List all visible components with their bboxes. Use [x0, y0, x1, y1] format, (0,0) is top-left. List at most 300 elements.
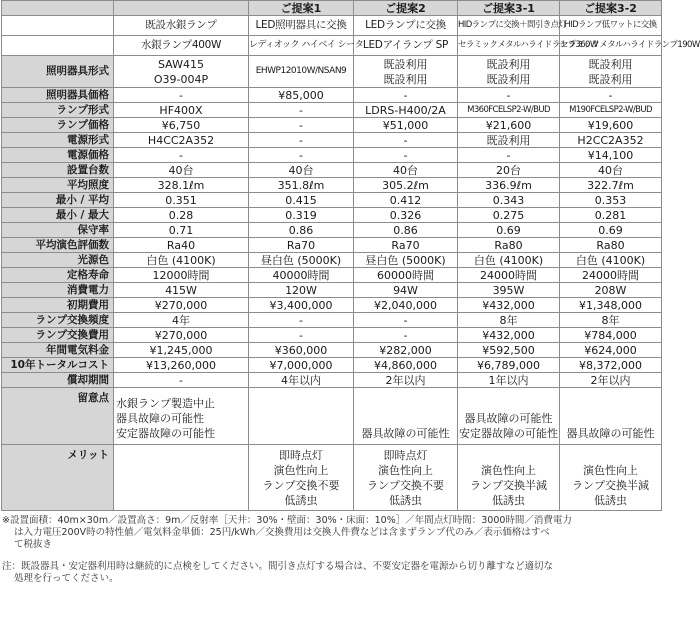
cell-line: 0.281	[594, 208, 627, 222]
cell-line: -	[179, 88, 183, 102]
cell-line: 低誘虫	[492, 494, 525, 507]
cell-line: 低誘虫	[389, 494, 422, 507]
table-row	[2, 268, 662, 283]
table-cell	[458, 283, 560, 298]
header-type-existing: 既設水銀ランプ	[114, 16, 249, 36]
cell-line: 白色 (4100K)	[575, 253, 646, 267]
cell-line: ¥624,000	[584, 343, 637, 357]
cell-line: -	[403, 133, 408, 147]
table-cell	[249, 133, 354, 148]
header-product-proposal2: LEDアイランプ SP	[354, 36, 458, 56]
table-row	[2, 103, 662, 118]
table-row	[2, 388, 662, 445]
cell-line: 器具故障の可能性	[361, 427, 450, 440]
table-cell	[249, 103, 354, 118]
cell-line: 既設利用	[383, 72, 428, 86]
cell-line: 0.353	[594, 193, 627, 207]
header-product-proposal1: レディオック ハイベイ シータ	[249, 36, 354, 56]
cell-line: 昼白色 (5000K)	[365, 253, 446, 267]
table-row	[2, 148, 662, 163]
table-cell	[114, 238, 249, 253]
row-label: 償却期間	[2, 373, 114, 388]
table-cell	[249, 445, 354, 511]
table-cell	[560, 208, 662, 223]
table-cell	[560, 163, 662, 178]
table-cell	[114, 133, 249, 148]
cell-line: -	[299, 313, 303, 327]
cell-line: -	[299, 118, 303, 132]
table-cell	[458, 178, 560, 193]
table-cell	[249, 193, 354, 208]
header-corner-3	[2, 36, 114, 56]
table-cell	[114, 223, 249, 238]
table-cell	[560, 223, 662, 238]
table-cell	[354, 298, 458, 313]
cell-line: 0.415	[285, 193, 317, 207]
table-cell	[560, 253, 662, 268]
cell-line: 0.71	[168, 223, 194, 237]
cell-line: 既設利用	[383, 57, 428, 71]
footnote-line-2: は入力電圧200V時の特性値／電気料金単価：25円/kWh／交換費用は交換人件費などは含まずランプ代のみ／表示価格はすべ	[14, 527, 550, 538]
table-cell	[458, 118, 560, 133]
row-label: 平均演色評価数	[2, 238, 114, 253]
cell-line: 低誘虫	[594, 494, 627, 507]
header-col-proposal2: ご提案2	[354, 1, 458, 16]
table-cell	[114, 118, 249, 133]
row-label: 年間電気料金	[2, 343, 114, 358]
table-cell	[114, 445, 249, 511]
cell-line: 40000時間	[272, 268, 330, 282]
cell-line: ¥85,000	[278, 88, 324, 102]
table-row	[2, 223, 662, 238]
cell-line: 器具故障の可能性	[464, 412, 553, 425]
cell-line: ¥1,348,000	[579, 298, 642, 312]
footnote-line-5: 処理を行ってください。	[14, 573, 119, 584]
cell-line: ¥21,600	[485, 118, 532, 132]
table-cell	[354, 283, 458, 298]
table-cell	[560, 343, 662, 358]
table-cell	[354, 118, 458, 133]
cell-line: 即時点灯	[383, 449, 428, 462]
cell-line: ¥592,500	[482, 343, 535, 357]
table-cell	[249, 118, 354, 133]
table-row	[2, 238, 662, 253]
cell-line: 既設利用	[486, 72, 531, 86]
cell-line: 40台	[393, 163, 418, 177]
cell-line: ランプ交換半減	[572, 479, 649, 492]
cell-line: -	[403, 148, 408, 162]
table-cell	[249, 223, 354, 238]
cell-line: ¥3,400,000	[269, 298, 333, 312]
row-label: ランプ形式	[2, 103, 114, 118]
cell-line: SAW415	[158, 57, 204, 71]
row-label: 10年トータルコスト	[2, 358, 114, 373]
row-label: 照明器具価格	[2, 88, 114, 103]
table-cell	[560, 445, 662, 511]
table-cell	[354, 56, 458, 88]
cell-line: 208W	[594, 283, 627, 297]
table-cell	[249, 208, 354, 223]
table-cell	[458, 388, 560, 445]
cell-line: ¥270,000	[154, 328, 208, 342]
cell-line: 94W	[393, 283, 418, 297]
cell-line: -	[506, 88, 511, 102]
table-cell	[249, 298, 354, 313]
cell-line: -	[299, 133, 303, 147]
cell-line: ¥6,789,000	[477, 358, 540, 372]
cell-line: M190FCELSP2-W/BUD	[569, 104, 652, 115]
cell-line: ¥432,000	[482, 328, 535, 342]
table-cell	[114, 148, 249, 163]
cell-line: -	[299, 103, 303, 117]
table-cell	[458, 328, 560, 343]
header-col-proposal3-1: ご提案3-1	[458, 1, 560, 16]
row-label: メリット	[2, 445, 114, 511]
table-cell	[354, 208, 458, 223]
table-cell	[354, 193, 458, 208]
cell-line: ¥432,000	[482, 298, 535, 312]
table-cell	[354, 253, 458, 268]
cell-line: 0.351	[165, 193, 197, 207]
table-cell	[560, 298, 662, 313]
table-cell	[249, 358, 354, 373]
cell-line: ¥270,000	[154, 298, 208, 312]
header-corner	[2, 1, 114, 16]
cell-line: -	[506, 148, 511, 162]
table-cell	[458, 193, 560, 208]
cell-line: HF400X	[159, 103, 203, 117]
row-label: 保守率	[2, 223, 114, 238]
cell-line: 0.86	[288, 223, 314, 237]
cell-line: ¥14,100	[587, 148, 634, 162]
table-cell	[249, 148, 354, 163]
row-label: 定格寿命	[2, 268, 114, 283]
cell-line: 395W	[492, 283, 525, 297]
cell-line: 4年以内	[281, 373, 321, 387]
table-cell	[354, 343, 458, 358]
cell-line: 既設利用	[486, 133, 531, 147]
table-cell	[249, 163, 354, 178]
table-cell	[458, 148, 560, 163]
table-cell	[114, 193, 249, 208]
footnote-line-4: 注：既設器具・安定器利用時は継続的に点検をしてください。間引き点灯する場合は、不要安定器を電源から切り離すなど適切な	[2, 561, 554, 572]
header-row-type	[2, 16, 662, 36]
table-cell	[249, 88, 354, 103]
cell-line: ランプ交換不要	[262, 479, 340, 492]
table-cell	[354, 178, 458, 193]
row-label: ランプ交換費用	[2, 328, 114, 343]
cell-line: ¥360,000	[274, 343, 328, 357]
table-cell	[560, 193, 662, 208]
cell-line: ¥8,372,000	[579, 358, 642, 372]
table-cell	[354, 388, 458, 445]
table-cell	[560, 133, 662, 148]
cell-line: H4CC2A352	[147, 133, 215, 147]
table-row	[2, 298, 662, 313]
table-cell	[458, 133, 560, 148]
header-product-proposal3-2: セラミックメタルハライドランプ190W	[560, 36, 662, 56]
cell-line: 415W	[165, 283, 197, 297]
table-cell	[249, 268, 354, 283]
row-label: 電源価格	[2, 148, 114, 163]
table-cell	[458, 313, 560, 328]
table-cell	[354, 148, 458, 163]
header-col-proposal1: ご提案1	[249, 1, 354, 16]
table-cell	[249, 283, 354, 298]
cell-line: ¥784,000	[584, 328, 637, 342]
table-cell	[114, 343, 249, 358]
table-cell	[114, 163, 249, 178]
table-cell	[458, 373, 560, 388]
row-label: 電源形式	[2, 133, 114, 148]
table-cell	[114, 253, 249, 268]
cell-line: -	[179, 373, 183, 387]
table-cell	[354, 133, 458, 148]
table-cell	[458, 223, 560, 238]
table-cell	[560, 268, 662, 283]
comparison-table	[1, 0, 700, 511]
table-row	[2, 313, 662, 328]
table-cell	[114, 298, 249, 313]
cell-line: 8年	[601, 313, 620, 327]
cell-line: 328.1ℓm	[157, 178, 205, 192]
cell-line: 40台	[168, 163, 194, 177]
table-cell	[458, 208, 560, 223]
cell-line: 0.319	[285, 208, 317, 222]
table-cell	[249, 373, 354, 388]
footnote-conditions	[2, 515, 660, 551]
row-label: 留意点	[2, 388, 114, 445]
table-cell	[560, 373, 662, 388]
cell-line: Ra70	[286, 238, 316, 252]
cell-line: -	[403, 88, 408, 102]
table-cell	[560, 313, 662, 328]
table-cell	[249, 253, 354, 268]
cell-line: 0.343	[492, 193, 525, 207]
header-type-proposal3-1: HIDランプに交換＋間引き点灯	[458, 16, 560, 36]
cell-line: 2年以内	[385, 373, 426, 387]
table-row	[2, 373, 662, 388]
table-cell	[354, 328, 458, 343]
cell-line: 0.28	[168, 208, 194, 222]
table-cell	[249, 178, 354, 193]
cell-line: ¥7,000,000	[269, 358, 333, 372]
header-row-proposal	[2, 1, 662, 16]
table-cell	[354, 358, 458, 373]
table-cell	[560, 283, 662, 298]
cell-line: -	[299, 328, 303, 342]
cell-line: -	[179, 148, 183, 162]
cell-line: 0.86	[393, 223, 418, 237]
table-cell	[560, 88, 662, 103]
table-cell	[114, 388, 249, 445]
table-cell	[560, 328, 662, 343]
row-label: ランプ価格	[2, 118, 114, 133]
cell-line: 演色性向上	[273, 464, 329, 477]
table-cell	[458, 163, 560, 178]
cell-line: Ra80	[494, 238, 523, 252]
table-row	[2, 56, 662, 88]
table-cell	[458, 445, 560, 511]
row-label: 最小 / 平均	[2, 193, 114, 208]
table-cell	[560, 388, 662, 445]
table-cell	[114, 373, 249, 388]
table-cell	[458, 358, 560, 373]
cell-line: ¥19,600	[587, 118, 634, 132]
table-cell	[354, 223, 458, 238]
cell-line: 1年以内	[488, 373, 529, 387]
cell-line: 安定器故障の可能性	[459, 427, 558, 440]
table-cell	[560, 103, 662, 118]
cell-line: O39-004P	[153, 72, 209, 86]
row-label: 最小 / 最大	[2, 208, 114, 223]
comparison-table-body	[2, 1, 700, 511]
cell-line: ¥51,000	[382, 118, 429, 132]
header-type-proposal3-2: HIDランプ低ワットに交換	[560, 16, 662, 36]
cell-line: 351.8ℓm	[277, 178, 325, 192]
row-label: 初期費用	[2, 298, 114, 313]
cell-line: 既設利用	[588, 72, 633, 86]
table-row	[2, 163, 662, 178]
table-cell	[354, 268, 458, 283]
table-cell	[114, 88, 249, 103]
row-label: 設置台数	[2, 163, 114, 178]
cell-line: 4年	[172, 313, 190, 327]
cell-line: 120W	[285, 283, 317, 297]
row-label: ランプ交換頻度	[2, 313, 114, 328]
header-col-existing	[114, 1, 249, 16]
table-cell	[249, 328, 354, 343]
footnote-line-3: て税抜き	[14, 539, 53, 550]
table-cell	[458, 268, 560, 283]
table-cell	[458, 56, 560, 88]
row-label: 消費電力	[2, 283, 114, 298]
cell-line: 40台	[598, 163, 623, 177]
cell-line: -	[608, 88, 613, 102]
table-cell	[560, 148, 662, 163]
table-row	[2, 88, 662, 103]
table-row	[2, 445, 662, 511]
cell-line: 24000時間	[582, 268, 639, 282]
table-row	[2, 283, 662, 298]
cell-line: 24000時間	[480, 268, 537, 282]
cell-line: Ra80	[596, 238, 625, 252]
row-label: 光源色	[2, 253, 114, 268]
table-cell	[560, 358, 662, 373]
table-cell	[114, 328, 249, 343]
cell-line: 白色 (4100K)	[146, 253, 216, 267]
table-cell	[114, 56, 249, 88]
cell-line: EHWP12010W/NSAN9	[255, 66, 347, 76]
table-cell	[249, 313, 354, 328]
cell-line: 即時点灯	[279, 449, 323, 462]
table-cell	[458, 253, 560, 268]
table-cell	[354, 103, 458, 118]
header-product-proposal3-1: セラミックメタルハライドランプ360W	[458, 36, 560, 56]
table-row	[2, 253, 662, 268]
table-row	[2, 193, 662, 208]
cell-line: LDRS-H400/2A	[365, 103, 446, 117]
cell-line: 322.7ℓm	[587, 178, 634, 192]
cell-line: 305.2ℓm	[382, 178, 429, 192]
cell-line: 0.69	[598, 223, 623, 237]
table-cell	[354, 238, 458, 253]
cell-line: -	[299, 148, 303, 162]
cell-line: 演色性向上	[378, 464, 433, 477]
cell-line: Ra40	[166, 238, 196, 252]
table-row	[2, 208, 662, 223]
table-row	[2, 133, 662, 148]
cell-line: ¥4,860,000	[374, 358, 437, 372]
cell-line: ¥1,245,000	[149, 343, 213, 357]
cell-line: 0.412	[389, 193, 422, 207]
table-cell	[354, 373, 458, 388]
table-cell	[114, 178, 249, 193]
cell-line: 器具故障の可能性	[566, 427, 655, 440]
cell-line: -	[403, 313, 408, 327]
table-cell	[458, 88, 560, 103]
cell-line: 水銀ランプ製造中止	[116, 397, 215, 410]
header-type-proposal1: LED照明器具に交換	[249, 16, 354, 36]
table-cell	[458, 103, 560, 118]
cell-line: ランプ交換不要	[367, 479, 444, 492]
table-cell	[560, 178, 662, 193]
cell-line: 40台	[288, 163, 314, 177]
cell-line: 336.9ℓm	[485, 178, 532, 192]
cell-line: 低誘虫	[284, 494, 318, 507]
cell-line: 2年以内	[590, 373, 631, 387]
table-cell	[560, 118, 662, 133]
footnote-caution	[2, 561, 660, 585]
table-cell	[114, 268, 249, 283]
cell-line: 60000時間	[377, 268, 434, 282]
header-col-proposal3-2: ご提案3-2	[560, 1, 662, 16]
cell-line: ¥6,750	[161, 118, 201, 132]
cell-line: ¥2,040,000	[374, 298, 437, 312]
table-cell	[114, 283, 249, 298]
cell-line: 0.326	[389, 208, 422, 222]
cell-line: 0.275	[492, 208, 525, 222]
header-product-existing: 水銀ランプ400W	[114, 36, 249, 56]
cell-line: 既設利用	[486, 57, 531, 71]
row-label: 平均照度	[2, 178, 114, 193]
table-cell	[560, 56, 662, 88]
row-label: 照明器具形式	[2, 56, 114, 88]
table-cell	[249, 56, 354, 88]
table-cell	[249, 238, 354, 253]
table-cell	[114, 358, 249, 373]
cell-line: 器具故障の可能性	[116, 412, 204, 425]
table-cell	[114, 313, 249, 328]
table-row	[2, 118, 662, 133]
footnote-line-1: ※設置面積：40m×30m／設置高さ：9m／反射率［天井：30%・壁面：30%・床面：10%］／年間点灯時間：3000時間／消費電力	[2, 515, 572, 526]
cell-line: ¥282,000	[379, 343, 432, 357]
table-cell	[114, 103, 249, 118]
cell-line: -	[403, 328, 408, 342]
cell-line: 12000時間	[152, 268, 210, 282]
cell-line: 演色性向上	[583, 464, 638, 477]
header-row-product	[2, 36, 662, 56]
table-cell	[354, 163, 458, 178]
cell-line: 0.69	[496, 223, 521, 237]
cell-line: 昼白色 (5000K)	[260, 253, 342, 267]
table-cell	[249, 388, 354, 445]
table-cell	[249, 343, 354, 358]
cell-line: ¥13,260,000	[146, 358, 216, 372]
header-corner-2	[2, 16, 114, 36]
cell-line: M360FCELSP2-W/BUD	[467, 104, 550, 115]
table-cell	[114, 208, 249, 223]
